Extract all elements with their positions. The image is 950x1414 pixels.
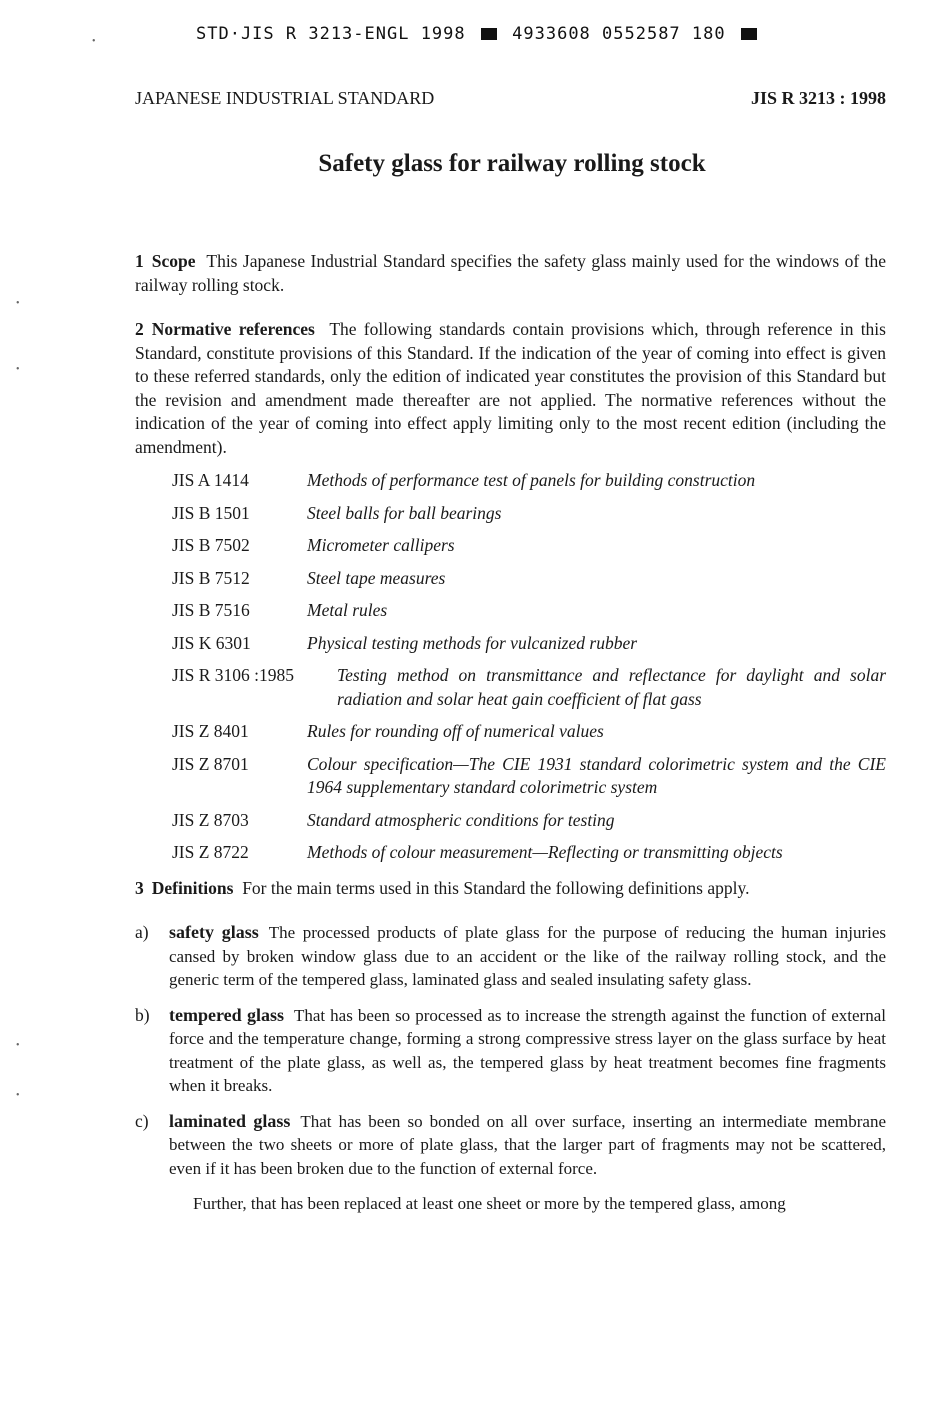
section-heading: Definitions <box>151 877 234 898</box>
section-definitions <box>135 877 886 901</box>
continuation-paragraph: Further, that has been replaced at least one sheet or more by the tempered glass, among <box>193 1194 786 1213</box>
reference-code: JIS B 7502 <box>172 535 250 555</box>
stamp-block-mark <box>481 28 497 40</box>
document-stamp <box>196 24 761 44</box>
scan-speck: • <box>16 364 20 375</box>
reference-code: JIS K 6301 <box>172 632 251 653</box>
definition-item <box>135 1004 886 1098</box>
reference-title: Methods of performance test of panels for building construction <box>307 470 756 490</box>
section-number: 1 <box>135 251 144 271</box>
reference-item <box>172 753 886 800</box>
reference-code: JIS Z 8703 <box>172 809 249 830</box>
stamp-code: STD·JIS R 3213-ENGL 1998 <box>196 24 466 44</box>
reference-item <box>172 809 886 833</box>
definition-term: tempered glass <box>169 1004 284 1025</box>
definition-item <box>135 921 886 992</box>
reference-code: JIS A 1414 <box>172 470 249 490</box>
definition-term: safety glass <box>169 922 259 942</box>
section-heading: Normative references <box>151 319 315 339</box>
reference-code: JIS Z 8701 <box>172 753 249 774</box>
reference-title: Steel tape measures <box>307 567 446 588</box>
scan-speck: • <box>16 1090 20 1101</box>
section-text: The following standards contain provisions which, through reference in this Standard, constitute provisions of this Standard. If the indication of the year of coming into effect is given to these referred standards, only the edition of indicated year constitutes the provision of this Standard but the revision and amendment made thereafter are not applied. The normative references without the indication of the year of coming into effect apply limiting only to the most recent edition (including the amendment). <box>135 319 886 457</box>
reference-code: JIS B 7512 <box>172 567 250 588</box>
page-title: Safety glass for railway rolling stock <box>318 150 706 177</box>
reference-item <box>172 720 886 744</box>
standard-number: JIS R 3213 : 1998 <box>750 88 886 108</box>
reference-item <box>172 469 886 493</box>
definition-label: b) <box>135 1004 150 1025</box>
reference-item <box>172 502 886 526</box>
scan-speck: • <box>92 36 96 47</box>
reference-title: Testing method on transmittance and reflectance for daylight and solar radiation and solar heat gain coefficient of flat gass <box>337 665 886 709</box>
definition-text: That has been so bonded on all over surface, inserting an intermediate membrane between the two sheets or more of plate glass, that the larger part of fragments may not be scattered, even if it has been broken due to the function of external force. <box>169 1111 887 1178</box>
reference-item <box>172 841 886 865</box>
definition-text: The processed products of plate glass for the purpose of reducing the human injuries cansed by broken window glass due to an accident or the like of the railway rolling stock, and the generic term of the tempered glass, laminated glass and sealed insulating safety glass. <box>169 923 886 989</box>
standard-org-label: JAPANESE INDUSTRIAL STANDARD <box>135 88 435 108</box>
scan-speck: • <box>16 298 20 309</box>
reference-list <box>172 469 886 865</box>
definition-item <box>135 1110 886 1181</box>
reference-code: JIS R 3106 :1985 <box>172 665 295 685</box>
section-scope <box>135 250 886 297</box>
reference-code: JIS B 1501 <box>172 502 250 523</box>
reference-title: Micrometer callipers <box>307 535 455 555</box>
reference-item <box>172 599 886 623</box>
section-number: 3 <box>135 877 144 898</box>
section-text: For the main terms used in this Standard the following definitions apply. <box>242 877 750 898</box>
stamp-block-mark <box>741 28 757 40</box>
reference-item <box>172 534 886 558</box>
reference-code: JIS B 7516 <box>172 600 250 620</box>
definition-label: a) <box>135 922 149 942</box>
reference-item <box>172 567 886 591</box>
reference-item <box>172 664 886 711</box>
scan-speck: • <box>16 1040 20 1051</box>
reference-title: Standard atmospheric conditions for testing <box>307 809 615 830</box>
definition-text: That has been so processed as to increase the strength against the function of external force and the temperature change, forming a strong compressive stress layer on the glass surface by heat treatment of the plate glass, as well as, the tempered glass by heat treatment becomes fine fragments when it breaks. <box>169 1005 886 1095</box>
reference-title: Methods of colour measurement—Reflecting or transmitting objects <box>307 842 783 862</box>
definition-label: c) <box>135 1110 149 1131</box>
document-body <box>135 250 886 1216</box>
reference-item <box>172 632 886 656</box>
section-text: This Japanese Industrial Standard specifies the safety glass mainly used for the windows of the railway rolling stock. <box>135 251 887 295</box>
reference-code: JIS Z 8722 <box>172 842 249 862</box>
reference-title: Colour specification—The CIE 1931 standard colorimetric system and the CIE 1964 supplementary standard colorimetric system <box>307 753 886 797</box>
reference-title: Rules for rounding off of numerical values <box>307 721 604 741</box>
definition-term: laminated glass <box>169 1110 291 1131</box>
reference-title: Physical testing methods for vulcanized rubber <box>307 632 638 653</box>
section-number: 2 <box>135 319 144 339</box>
reference-title: Metal rules <box>307 600 388 620</box>
reference-code: JIS Z 8401 <box>172 721 249 741</box>
section-normative-references <box>135 318 886 459</box>
stamp-number: 4933608 0552587 180 <box>512 24 726 44</box>
section-heading: Scope <box>151 251 196 271</box>
reference-title: Steel balls for ball bearings <box>307 502 502 523</box>
